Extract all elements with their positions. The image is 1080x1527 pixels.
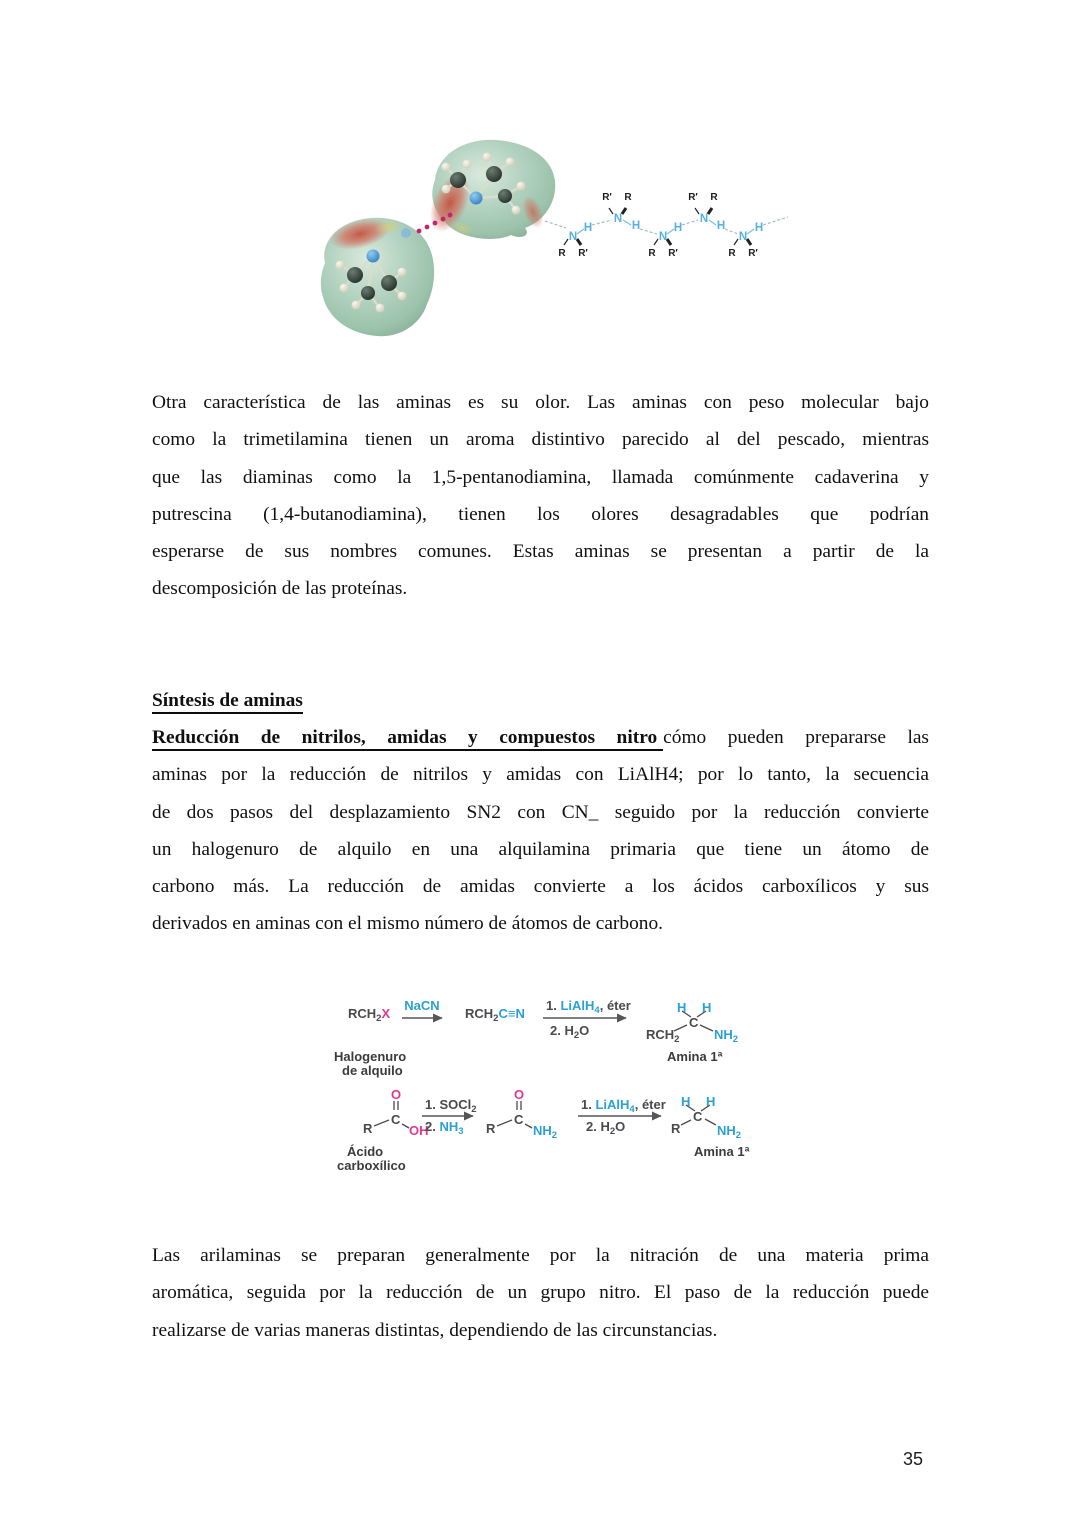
nitrile-formula <box>465 1006 525 1024</box>
r-group-label: R <box>710 192 718 203</box>
hydrogen-sphere <box>483 153 492 162</box>
amine-h: H <box>706 1094 716 1109</box>
reagent-h2o <box>586 1119 625 1137</box>
nitrogen-sphere <box>367 250 380 263</box>
acid-c: C <box>391 1112 401 1127</box>
n-atom-label: N <box>568 231 578 243</box>
amine-h: H <box>702 1000 712 1015</box>
h-atom-label: H <box>716 220 726 232</box>
h-atom-label: H <box>754 222 764 234</box>
formula-part: 2. <box>425 1119 440 1134</box>
reagent-nh3 <box>425 1119 464 1137</box>
paragraph-line: de dos pasos del desplazamiento SN2 con CN_ seguido por la reducción convierte <box>152 801 929 823</box>
amine-rch2 <box>646 1027 679 1045</box>
paragraph-line: descomposición de las proteínas. <box>152 578 408 600</box>
hydrogen-sphere <box>336 261 345 270</box>
label-acido: Ácido <box>347 1144 384 1159</box>
formula-part: NH <box>439 1119 459 1134</box>
paragraph-line: putrescina (1,4-butanodiamina), tienen los olores desagradables que podrían <box>152 503 929 525</box>
formula-part: 1. SOCl <box>425 1097 472 1112</box>
r-group-label: R <box>558 248 566 259</box>
h-atom-label: H <box>583 222 593 234</box>
formula-part: NH <box>714 1027 733 1042</box>
hbond-chain-diagram <box>545 192 788 259</box>
hydrogen-sphere <box>506 158 515 167</box>
formula-subscript: 2 <box>551 1130 558 1141</box>
formula-subscript: 2 <box>471 1104 477 1115</box>
formula-subscript: 2 <box>573 1030 580 1041</box>
formula-subscript: 2 <box>376 1013 382 1024</box>
amine-synthesis-scheme <box>330 998 775 1183</box>
h-atom-label: H <box>673 222 683 234</box>
formula-part: , éter <box>634 1097 666 1112</box>
epm-blob-upper <box>422 140 555 239</box>
formula-subscript: 2 <box>732 1034 739 1045</box>
amide-nh2 <box>533 1123 557 1141</box>
formula-subscript: 2 <box>674 1034 680 1045</box>
nitrile-cn: C≡N <box>498 1006 525 1021</box>
rprime-group-label: R′ <box>748 248 758 259</box>
formula-part: NH <box>717 1123 736 1138</box>
carbon-sphere <box>450 172 466 188</box>
reagent-h2o <box>550 1023 589 1041</box>
paragraph-line: esperarse de sus nombres comunes. Estas aminas se presentan a partir de la <box>152 541 929 563</box>
formula-part: , éter <box>599 998 631 1013</box>
formula-part: RCH <box>646 1027 675 1042</box>
page-number: 35 <box>903 1449 924 1469</box>
formula-part: RCH <box>348 1006 377 1021</box>
formula-part: LiAlH <box>560 998 595 1013</box>
paragraph-line: como la trimetilamina tienen un aroma distintivo parecido al del pescado, mientras <box>152 429 929 451</box>
formula-part: 2. H <box>550 1023 574 1038</box>
rprime-group-label: R′ <box>578 248 588 259</box>
halide-x: X <box>381 1006 391 1021</box>
amide-r: R <box>486 1121 496 1136</box>
amine-h: H <box>677 1000 687 1015</box>
carbon-sphere <box>381 275 397 291</box>
paragraph-line <box>152 719 929 756</box>
carbon-sphere <box>347 267 363 283</box>
formula-subscript: 4 <box>594 1005 600 1016</box>
label-de-alquilo: de alquilo <box>342 1063 403 1078</box>
hydrogen-sphere <box>352 301 361 310</box>
amine-c: C <box>693 1109 703 1124</box>
paragraph-line: aminas por la reducción de nitrilos y amidas con LiAlH4; por lo tanto, la secuencia <box>152 764 929 786</box>
paragraph-odor <box>152 384 929 608</box>
paragraph-line: carbono más. La reducción de amidas convierte a los ácidos carboxílicos y sus <box>152 876 929 898</box>
amide-c: C <box>514 1112 524 1127</box>
heading-sintesis <box>152 682 929 719</box>
formula-part: LiAlH <box>595 1097 630 1112</box>
acid-oh: OH <box>409 1123 429 1138</box>
n-atom-label: N <box>699 213 709 225</box>
paragraph-line: Otra característica de las aminas es su olor. Las aminas con peso molecular bajo <box>152 392 929 413</box>
label-amina-primaria: Amina 1ª <box>667 1049 723 1064</box>
figure-canvas <box>300 135 790 345</box>
alkyl-halide-formula <box>348 1006 390 1024</box>
formula-subscript: 4 <box>629 1104 635 1115</box>
amine-nh2 <box>717 1123 741 1141</box>
carbon-sphere <box>361 286 375 300</box>
hydrogen-sphere <box>442 163 451 172</box>
carbon-sphere <box>498 189 512 203</box>
paragraph-arilaminas <box>152 1237 929 1349</box>
formula-subscript: 2 <box>493 1013 499 1024</box>
formula-part: O <box>579 1023 590 1038</box>
reagent-nacn: NaCN <box>404 998 440 1013</box>
rprime-group-label: R′ <box>688 192 698 203</box>
paragraph-line: aromática, seguida por la reducción de un grupo nitro. El paso de la reducción puede <box>152 1282 929 1304</box>
hydrogen-sphere <box>398 268 407 277</box>
heading-reduccion-inline: Reducción de nitrilos, amidas y compuestos nitro <box>152 727 663 751</box>
label-amina-primaria: Amina 1ª <box>694 1144 750 1159</box>
formula-part: 2. H <box>586 1119 610 1134</box>
formula-part: NH <box>533 1123 552 1138</box>
amine-c: C <box>689 1015 699 1030</box>
paragraph-line: Las arilaminas se preparan generalmente por la nitración de una materia prima <box>152 1245 929 1266</box>
formula-part: RCH <box>465 1006 494 1021</box>
formula-subscript: 2 <box>735 1130 742 1141</box>
r-group-label: R <box>648 248 656 259</box>
paragraph-line: derivados en aminas con el mismo número de átomos de carbono. <box>152 913 664 935</box>
formula-subscript: 3 <box>458 1126 464 1137</box>
rprime-group-label: R′ <box>668 248 678 259</box>
hydrogen-sphere <box>463 160 472 169</box>
amine-h: H <box>681 1094 691 1109</box>
paragraph-line: que las diaminas como la 1,5-pentanodiamina, llamada comúnmente cadaverina y <box>152 466 929 488</box>
n-atom-label: N <box>738 231 748 243</box>
h-atom-label: H <box>631 220 641 232</box>
hydrogen-sphere <box>512 206 521 215</box>
amide-o: O <box>514 1087 525 1102</box>
carbon-sphere <box>486 166 502 182</box>
hydrogen-sphere <box>398 292 407 301</box>
r-group-label: R <box>624 192 632 203</box>
nitrogen-sphere <box>470 192 483 205</box>
reagent-lialh4-eter <box>546 998 631 1016</box>
paragraph-line-rest: cómo pueden prepararse las <box>663 727 929 748</box>
amine-r: R <box>671 1121 681 1136</box>
formula-part: 1. <box>581 1097 596 1112</box>
amine-hydrogen-bonding-figure <box>300 135 790 345</box>
reagent-lialh4-eter <box>581 1097 666 1115</box>
reagent-socl2 <box>425 1097 477 1115</box>
hydrogen-sphere <box>517 182 526 191</box>
label-carboxilico: carboxílico <box>337 1158 406 1173</box>
hydrogen-sphere <box>376 304 385 313</box>
heading-sintesis-text: Síntesis de aminas <box>152 690 303 714</box>
label-halogenuro: Halogenuro <box>334 1049 407 1064</box>
r-group-label: R <box>728 248 736 259</box>
formula-part: 1. <box>546 998 561 1013</box>
acid-r: R <box>363 1121 373 1136</box>
rprime-group-label: R′ <box>602 192 612 203</box>
paragraph-line: realizarse de varias maneras distintas, dependiendo de las circunstancias. <box>152 1319 718 1341</box>
hydrogen-sphere <box>442 185 451 194</box>
formula-subscript: 2 <box>609 1126 616 1137</box>
n-atom-label: N <box>658 231 668 243</box>
amine-nh2 <box>714 1027 738 1045</box>
paragraph-reduccion <box>152 719 929 943</box>
blue-lone-pair-spot <box>401 228 411 238</box>
acid-o: O <box>391 1087 402 1102</box>
n-atom-label: N <box>613 213 623 225</box>
hydrogen-sphere <box>340 284 349 293</box>
paragraph-line: un halogenuro de alquilo en una alquilamina primaria que tiene un átomo de <box>152 838 929 860</box>
formula-part: O <box>615 1119 626 1134</box>
